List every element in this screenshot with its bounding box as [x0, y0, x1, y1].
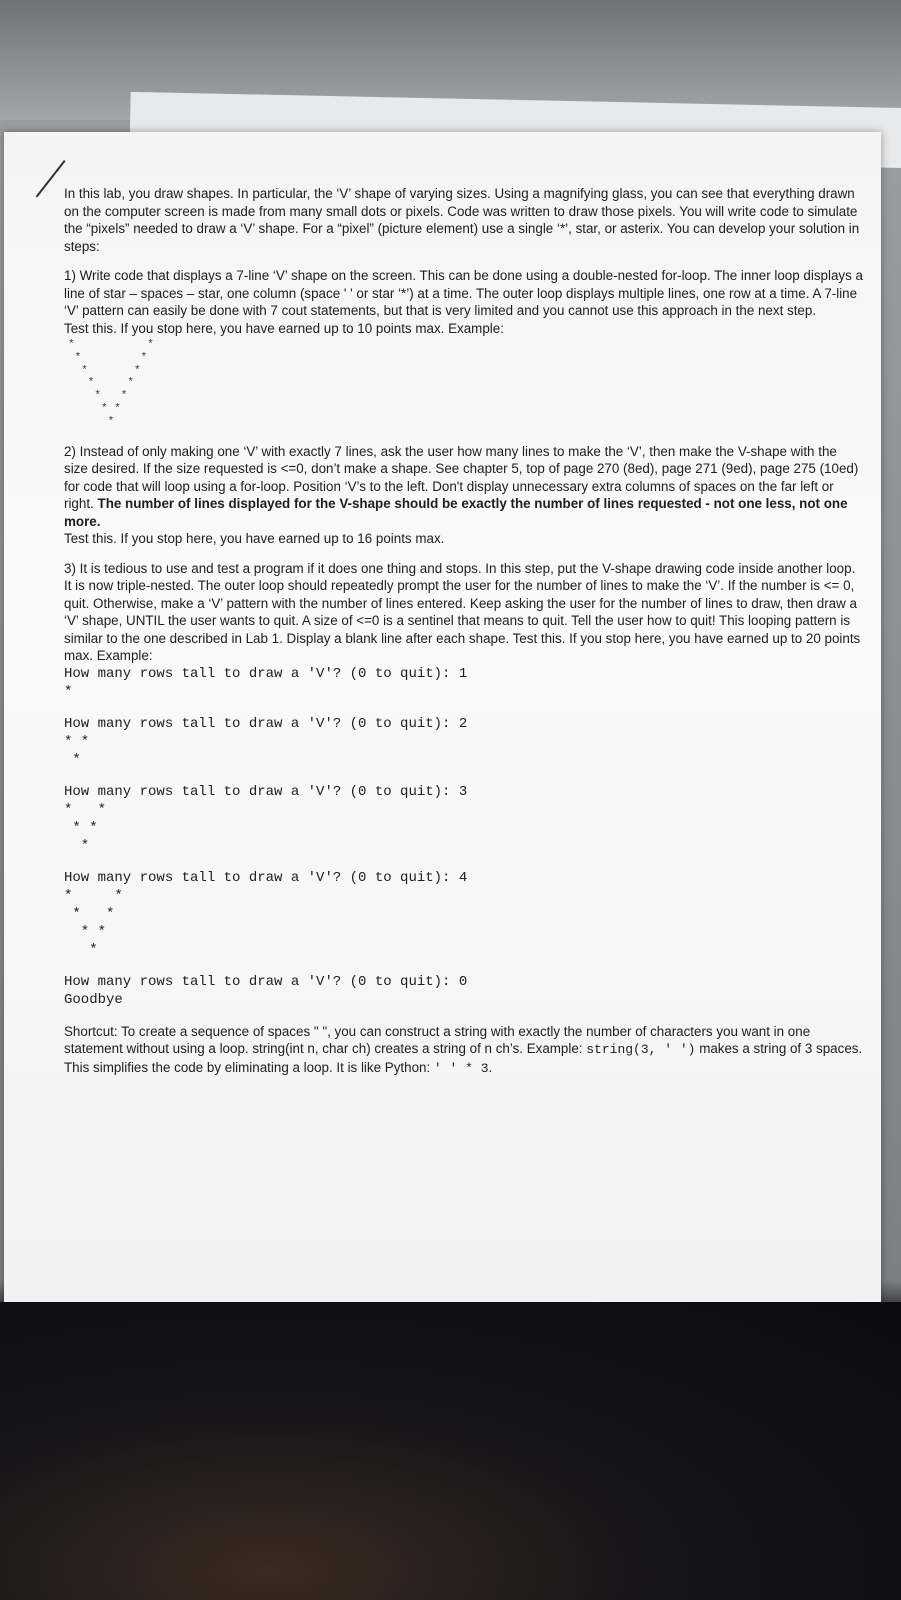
- fabric-background: [0, 1302, 901, 1600]
- example-run: [64, 783, 864, 855]
- step-1: [64, 267, 864, 429]
- step-3-text: 3) It is tedious to use and test a program if it does one thing and stops. In this step, put the V-shape drawing code inside another loop. It is now triple-nested. The outer loop should repeatedly prompt the user for the number of lines to make the ‘V’. If the number is <= 0, quit. Otherwise, make a ‘V’ pattern with the number of lines entered. Keep asking the user for the number of lines to draw, then draw a ‘V’ shape, UNTIL the user wants to quit. A size of <=0 is a sentinel that means to quit. Tell the user how to quit! This looping pattern is similar to the one described in Lab 1. Display a blank line after each shape. Test this. If you stop here, you have earned up to 20 points max. Example:: [64, 560, 861, 664]
- shortcut-text-c: .: [488, 1059, 493, 1075]
- example-run: [64, 665, 864, 701]
- step-1-example-shape: * * * * * * * * * * * * *: [68, 339, 154, 428]
- run-shape: * * * * *: [64, 801, 107, 854]
- run-shape: * * *: [64, 733, 90, 768]
- run-shape: * * * * * * *: [64, 887, 123, 958]
- step-1-test: Test this. If you stop here, you have earned up to 10 points max. Example:: [64, 320, 504, 336]
- shortcut-paragraph: [64, 1023, 864, 1078]
- run-prompt: How many rows tall to draw a 'V'? (0 to quit): 3: [64, 783, 468, 800]
- shortcut-code-string: string(3, ' '): [586, 1042, 696, 1058]
- run-prompt: How many rows tall to draw a 'V'? (0 to quit): 1: [64, 665, 468, 682]
- run-prompt: How many rows tall to draw a 'V'? (0 to quit): 2: [64, 715, 468, 732]
- step-2-test: Test this. If you stop here, you have earned up to 16 points max.: [64, 531, 445, 547]
- goodbye-text: Goodbye: [64, 991, 123, 1008]
- shortcut-text-a: Shortcut: To create a sequence of spaces " ", you can construct a string with exactly the number of characters you want in one statement without using a loop. string(int n, char ch) creates a string of n ch’s. Example:: [64, 1023, 811, 1057]
- run-shape: *: [64, 683, 73, 700]
- step-1-text: 1) Write code that displays a 7-line ‘V’ shape on the screen. This can be done using a double-nested for-loop. The inner loop displays a line of star – spaces – star, one column (space ' ' or star ‘*’) at a time. The outer loop displays multiple lines, one row at a time. A 7-line ‘V’ pattern can easily be done with 7 cout statements, but that is very limited and you cannot use this approach in the next step.: [64, 268, 863, 318]
- step-2-text: 2) Instead of only making one ‘V’ with exactly 7 lines, ask the user how many lines to make the ‘V’, then make the V-shape with the size desired. If the size requested is <=0, don’t make a shape. See chapter 5, top of page 270 (8ed), page 271 (9ed), page 275 (10ed) for code that will loop using a for-loop. Position ‘V’s to the left. Don't display unnecessary extra columns of spaces on the far left or right.: [64, 443, 859, 512]
- document-body: [64, 185, 864, 1089]
- run-prompt: How many rows tall to draw a 'V'? (0 to quit): 4: [64, 869, 468, 886]
- intro-paragraph: In this lab, you draw shapes. In particular, the ‘V’ shape of varying sizes. Using a magnifying glass, you can see that everything drawn on the computer screen is made from many small dots or pixels. Code was written to draw those pixels. You will write code to simulate the “pixels” needed to draw a ‘V’ shape. For a “pixel” (picture element) use a single ‘*’, star, or asterix. You can develop your solution in steps:: [64, 186, 860, 254]
- step-3: [64, 560, 864, 1009]
- step-2: [64, 443, 864, 548]
- shortcut-code-python: ' ' * 3: [433, 1060, 489, 1076]
- example-run: [64, 715, 864, 769]
- example-run: [64, 869, 864, 959]
- shortcut-text-b: makes a string of 3 spaces. This simplifies the code by eliminating a loop. It is like Python:: [64, 1041, 863, 1075]
- final-prompt: How many rows tall to draw a 'V'? (0 to quit): 0: [64, 973, 468, 990]
- step-2-bold-text: The number of lines displayed for the V-shape should be exactly the number of lines requested - not one less, not one more.: [64, 496, 848, 529]
